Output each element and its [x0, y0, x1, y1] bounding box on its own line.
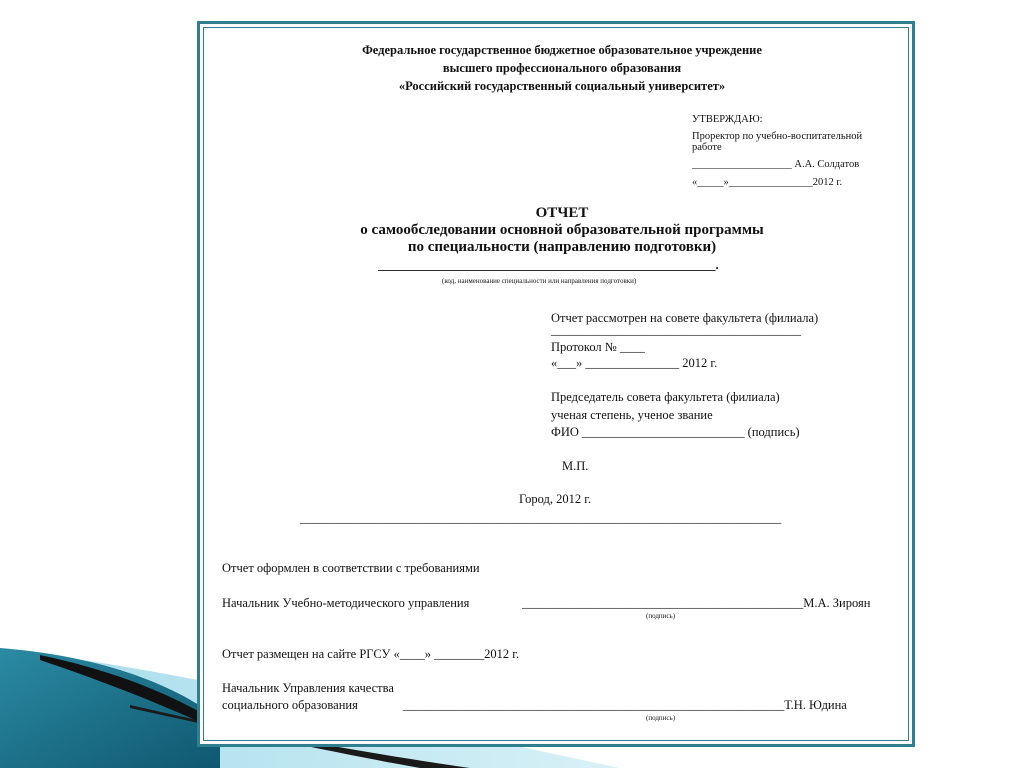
approve-signature-line: ___________________ А.А. Солдатов [692, 159, 860, 170]
head-umu-signature: _____________________________________________М.А. Зироян [522, 596, 871, 610]
approve-role-line-2: работе [692, 142, 722, 153]
approve-role-line-1: Проректор по учебно-воспитательной [692, 131, 863, 142]
site-publication: Отчет размещен на сайте РГСУ «____» ________2012 г. [222, 647, 520, 661]
stamp-place: М.П. [562, 459, 589, 473]
head-quality-title-1: Начальник Управления качества [222, 681, 394, 695]
report-title [203, 205, 921, 256]
council-date: «___» _______________ 2012 г. [551, 356, 718, 370]
approve-date-line: «_____»________________2012 г. [692, 177, 843, 188]
city-year: Город, 2012 г. [519, 492, 592, 506]
approve-label: УТВЕРЖДАЮ: [692, 114, 763, 125]
specialty-caption: (код, наименование специальности или направления подготовки) [442, 277, 637, 285]
header-line-1: Федеральное государственное бюджетное образовательное учреждение [362, 43, 762, 57]
head-quality-title-2: социального образования [222, 698, 358, 712]
council-chair: Председатель совета факультета (филиала) [551, 390, 780, 404]
report-title-line-2: о самообследовании основной образовательной программы [360, 222, 764, 238]
report-title-line-1: ОТЧЕТ [535, 205, 589, 221]
protocol-number: Протокол № ____ [551, 340, 645, 354]
report-title-line-3: по специальности (направлению подготовки) [407, 239, 717, 255]
signature-caption-1: (подпись) [646, 612, 676, 620]
specialty-underline: ______________________________________________________. [378, 258, 719, 272]
header-line-2: высшего профессионального образования [442, 61, 682, 75]
council-reviewed: Отчет рассмотрен на совете факультета (филиала) [551, 311, 819, 325]
head-umu-title: Начальник Учебно-методического управления [222, 596, 470, 610]
chair-degree: ученая степень, ученое звание [551, 408, 713, 422]
compliance-note: Отчет оформлен в соответствии с требованиями [222, 561, 480, 575]
institution-header [203, 41, 921, 95]
chair-fio-signature: ФИО __________________________ (подпись) [551, 425, 800, 439]
city-rule: _____________________________________________________________________________ [300, 511, 782, 525]
header-line-3: «Российский государственный социальный университет» [398, 79, 726, 93]
head-quality-signature: _____________________________________________________________Т.Н. Юдина [403, 698, 847, 712]
signature-caption-2: (подпись) [646, 714, 676, 722]
council-line: ________________________________________ [551, 323, 801, 337]
